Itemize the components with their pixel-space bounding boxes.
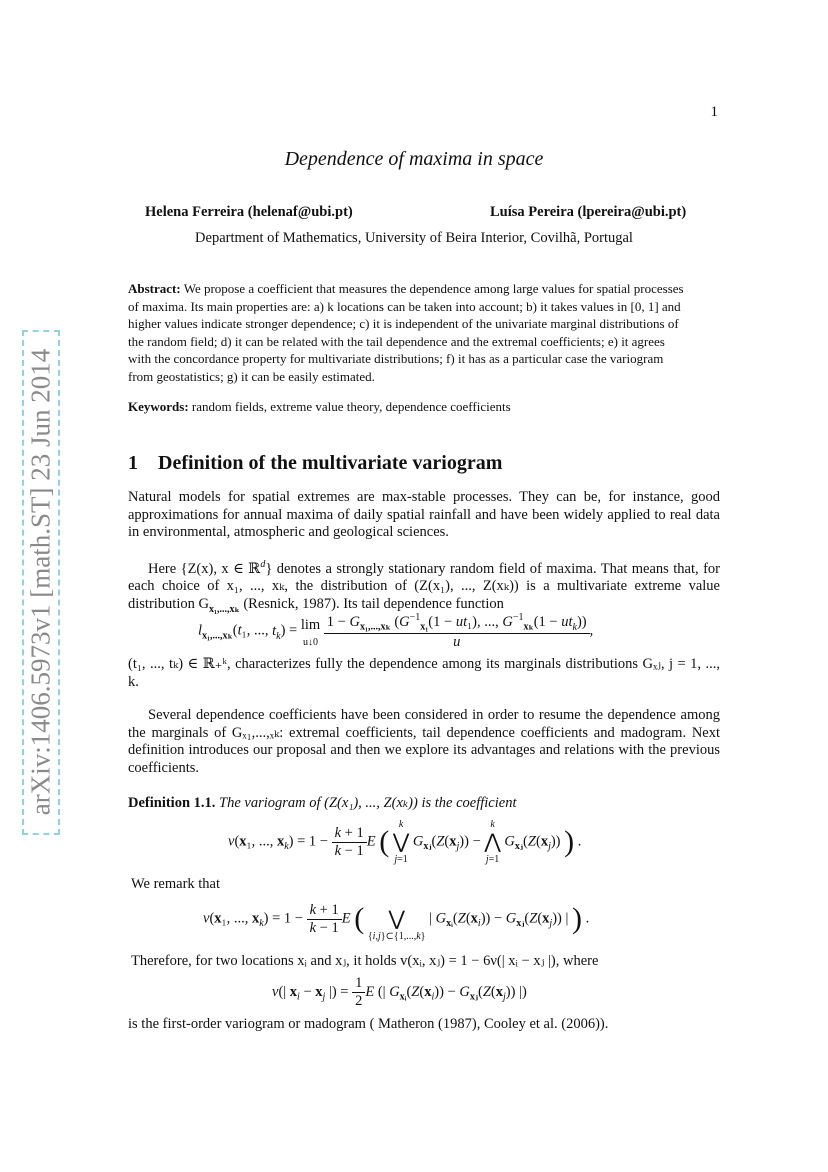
arxiv-stamp[interactable] bbox=[16, 330, 76, 835]
author-2: Luísa Pereira (lpereira@ubi.pt) bbox=[490, 204, 687, 220]
abstract-line: the random field; d) it can be related with the tail dependence and the extremal coefficients; e) it agrees bbox=[128, 333, 665, 349]
section-title: Definition of the multivariate variogram bbox=[158, 452, 503, 474]
paragraph-2: Here {Z(x), x ∈ ℝ$^d$} denotes a strongly stationary random field of maxima. That means that, for each choice of x₁, ..., xₖ, the distribution of (Z(x₁), ..., Z(xₖ)) is a multivariate extreme value distribution $G_{x_1,...,x_k}$ (Resnick, 1987). Its tail dependence function bbox=[128, 559, 720, 615]
keywords bbox=[128, 398, 720, 416]
paragraph-3: (t₁, ..., tₖ) ∈ ℝ₊ᵏ, characterizes fully the dependence among its marginals distributions Gₓⱼ, j = 1, ..., k. bbox=[128, 656, 720, 690]
keywords-label: Keywords: bbox=[128, 399, 189, 414]
definition-text: The variogram of (Z(x₁), ..., Z(xₖ)) is the coefficient bbox=[215, 795, 517, 811]
therefore-text: Therefore, for two locations xᵢ and xⱼ, it holds v(xᵢ, xⱼ) = 1 − 6ν(| xᵢ − xⱼ |), where bbox=[131, 953, 599, 969]
definition-label: Definition 1.1. bbox=[128, 795, 216, 811]
paper-title: Dependence of maxima in space bbox=[284, 148, 544, 170]
author-1: Helena Ferreira (helenaf@ubi.pt) bbox=[145, 204, 353, 220]
affiliation: Department of Mathematics, University of Beira Interior, Covilhã, Portugal bbox=[195, 230, 633, 246]
abstract-line: with the concordance property for multivariate distributions; f) it has as a particular case the variogram bbox=[128, 351, 664, 366]
equation-madogram: ν(| $x_i - x_j$ |) = $\frac{1}{2}$ E (| $G_{xᵢ}(Z(x_i)) - G_{xⱼ}(Z(x_j))$ |) bbox=[272, 975, 527, 1009]
equation-tail-dependence: $l_{x_1,...,x_k}(t_1$, ..., $t_k$) = lim u↓0 $\frac{1 - G_{x_1,...,x_k} (G^{-1}_{x_1}(1 - ut_1), ..., G^{-1}_{x_k}(1 - ut_k))}{u}$ , bbox=[198, 612, 594, 650]
abstract-line: We propose a coefficient that measures the dependence among large values for spatial processes bbox=[180, 281, 684, 296]
abstract-line: of maxima. Its main properties are: a) k locations can be taken into account; b) it takes values in [0, 1] and bbox=[128, 298, 681, 314]
abstract-label: Abstract: bbox=[128, 281, 181, 296]
section-number: 1 bbox=[128, 452, 138, 474]
arxiv-stamp-text: arXiv:1406.5973v1 [math.ST] 23 Jun 2014 bbox=[25, 348, 56, 816]
section-heading bbox=[128, 452, 502, 475]
definition bbox=[128, 795, 720, 813]
remark-text: We remark that bbox=[131, 876, 221, 892]
abstract bbox=[128, 280, 720, 385]
paragraph-1: Natural models for spatial extremes are max-stable processes. They can be, for instance, good approximations for annual maxima of daily spatial rainfall and have been widely applied to real data in environmental, atmospheric and geological sciences. bbox=[128, 489, 720, 540]
equation-variogram-definition: v(x₁, ..., $x_k) = 1$ − $\frac{k + 1}{k - 1}$ E ( k ⋁ j=1 $G_{xⱼ}(Z(x_j))$ − k ⋀ j=1 $G_{xⱼ}(Z(x_j))$ ) . bbox=[228, 819, 582, 865]
page-number: 1 bbox=[710, 104, 718, 120]
abstract-line: higher values indicate stronger dependence; c) it is independent of the univariate marginal distributions of bbox=[128, 316, 679, 331]
equation-variogram-remark: v(x₁, ..., $x_k) = 1$ − $\frac{k + 1}{k - 1}$ E ( ⋁ {i,j}⊂{1,...,k} | $G_{xᵢ}(Z(x_i)) - G_{xⱼ}(Z(x_j))$ | ) . bbox=[203, 901, 590, 942]
paragraph-4: Several dependence coefficients have been considered in order to resume the dependence among the marginals of Gₓ₁,...,ₓₖ: extremal coefficients, tail dependence coefficients and madogram. Next definition introduces our proposal and then we explore its advantages and relations with the previous coefficients. bbox=[128, 707, 720, 776]
keywords-text: random fields, extreme value theory, dependence coefficients bbox=[188, 399, 511, 414]
closing-text: is the first-order variogram or madogram ( Matheron (1987), Cooley et al. (2006)). bbox=[128, 1016, 609, 1032]
abstract-line: from geostatistics; g) it can be easily estimated. bbox=[128, 368, 375, 384]
